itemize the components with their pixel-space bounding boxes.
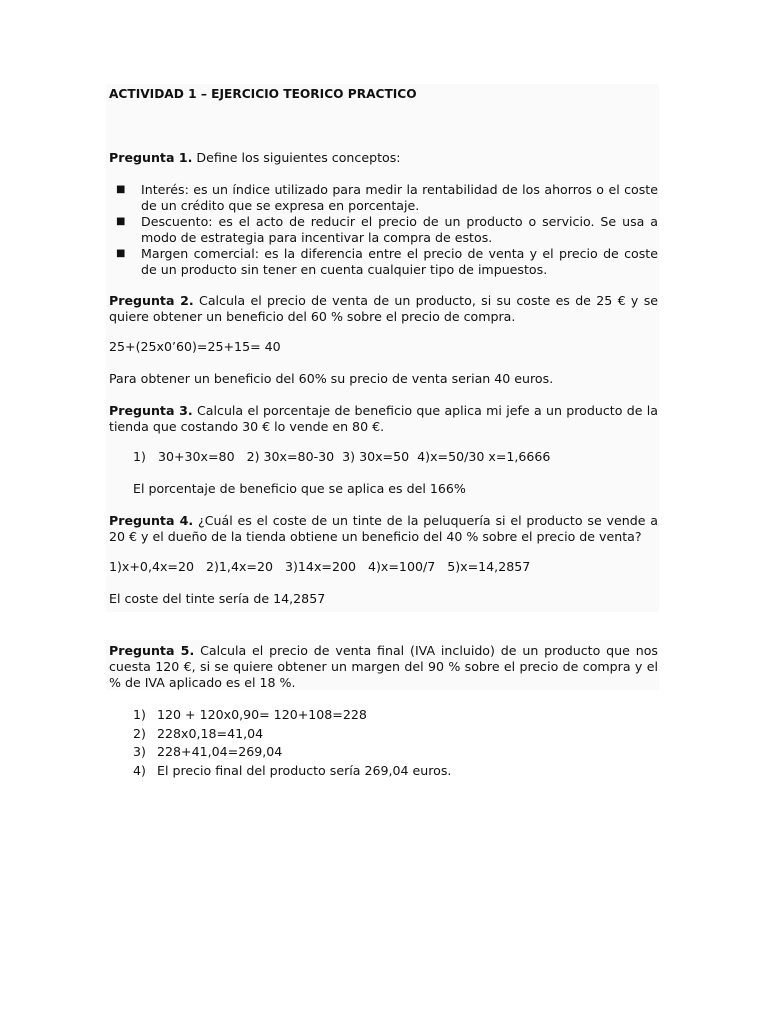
question-4 [109,513,658,545]
bullet-square-icon: ■ [116,248,126,259]
question-2-answer: Para obtener un beneficio del 60% su precio de venta serian 40 euros. [109,371,554,386]
question-4-answer: El coste del tinte sería de 14,2857 [109,591,326,606]
list-item [109,214,658,246]
question-2-calc: 25+(25x0’60)=25+15= 40 [109,339,281,354]
question-5-steps [133,706,451,780]
question-3-steps [133,449,653,465]
question-1 [109,150,658,166]
question-1-text: Define los siguientes conceptos: [192,150,401,165]
step-text: El precio final del producto sería 269,04 euros. [157,762,452,778]
question-4-text: ¿Cuál es el coste de un tinte de la peluquería si el producto se vende a 20 € y el dueño de la tienda obtiene un beneficio del 40 % sobre el precio de venta? [109,513,658,544]
question-3-text: Calcula el porcentaje de beneficio que aplica mi jefe a un producto de la tienda que costando 30 € lo vende en 80 €. [109,403,658,434]
document-title: ACTIVIDAD 1 – EJERCICIO TEORICO PRACTICO [109,87,417,101]
step-number: 2) [133,725,146,741]
step-number: 3) [133,744,146,759]
question-1-label: Pregunta 1. [109,150,193,165]
concepts-list [109,182,658,278]
step-text: 228+41,04=269,04 [157,744,283,759]
question-2 [109,293,658,325]
question-3-label: Pregunta 3. [109,403,193,418]
step-number: 4) [133,762,146,778]
question-5-text: Calcula el precio de venta final (IVA incluido) de un producto que nos cuesta 120 €, si se quiere obtener un margen del 90 % sobre el precio de compra y el % de IVA aplicado es el 18 %. [109,643,658,690]
list-item [133,706,451,725]
list-item [133,762,451,781]
step-number: 1) [133,449,146,464]
question-2-label: Pregunta 2. [109,293,194,308]
bullet-square-icon: ■ [116,216,126,227]
question-3 [109,403,658,435]
bullet-square-icon: ■ [116,184,126,195]
step-text: 228x0,18=41,04 [157,725,264,741]
question-2-text: Calcula el precio de venta de un producto, si su coste es de 25 € y se quiere obtener un beneficio del 60 % sobre el precio de compra. [109,293,658,324]
list-item [109,182,658,214]
step-text: 30+30x=80 2) 30x=80-30 3) 30x=50 4)x=50/30 x=1,6666 [157,449,551,464]
concept-descuento: Descuento: es el acto de reducir el precio de un producto o servicio. Se usa a modo de estrategia para incentivar la compra de estos. [141,214,658,245]
question-5-label: Pregunta 5. [109,643,195,658]
step-number: 1) [133,707,146,722]
question-4-steps: 1)x+0,4x=20 2)1,4x=20 3)14x=200 4)x=100/7 5)x=14,2857 [109,559,531,574]
list-item [133,743,451,762]
question-5 [109,643,658,691]
list-item [133,725,451,744]
concept-margen: Margen comercial: es la diferencia entre el precio de venta y el precio de coste de un producto sin tener en cuenta cualquier tipo de impuestos. [141,246,658,277]
concept-interes: Interés: es un índice utilizado para medir la rentabilidad de los ahorros o el coste de un crédito que se expresa en porcentaje. [141,182,658,213]
step-text: 120 + 120x0,90= 120+108=228 [157,707,367,722]
question-4-label: Pregunta 4. [109,513,194,528]
list-item [109,246,658,278]
question-3-answer: El porcentaje de beneficio que se aplica es del 166% [133,481,466,496]
